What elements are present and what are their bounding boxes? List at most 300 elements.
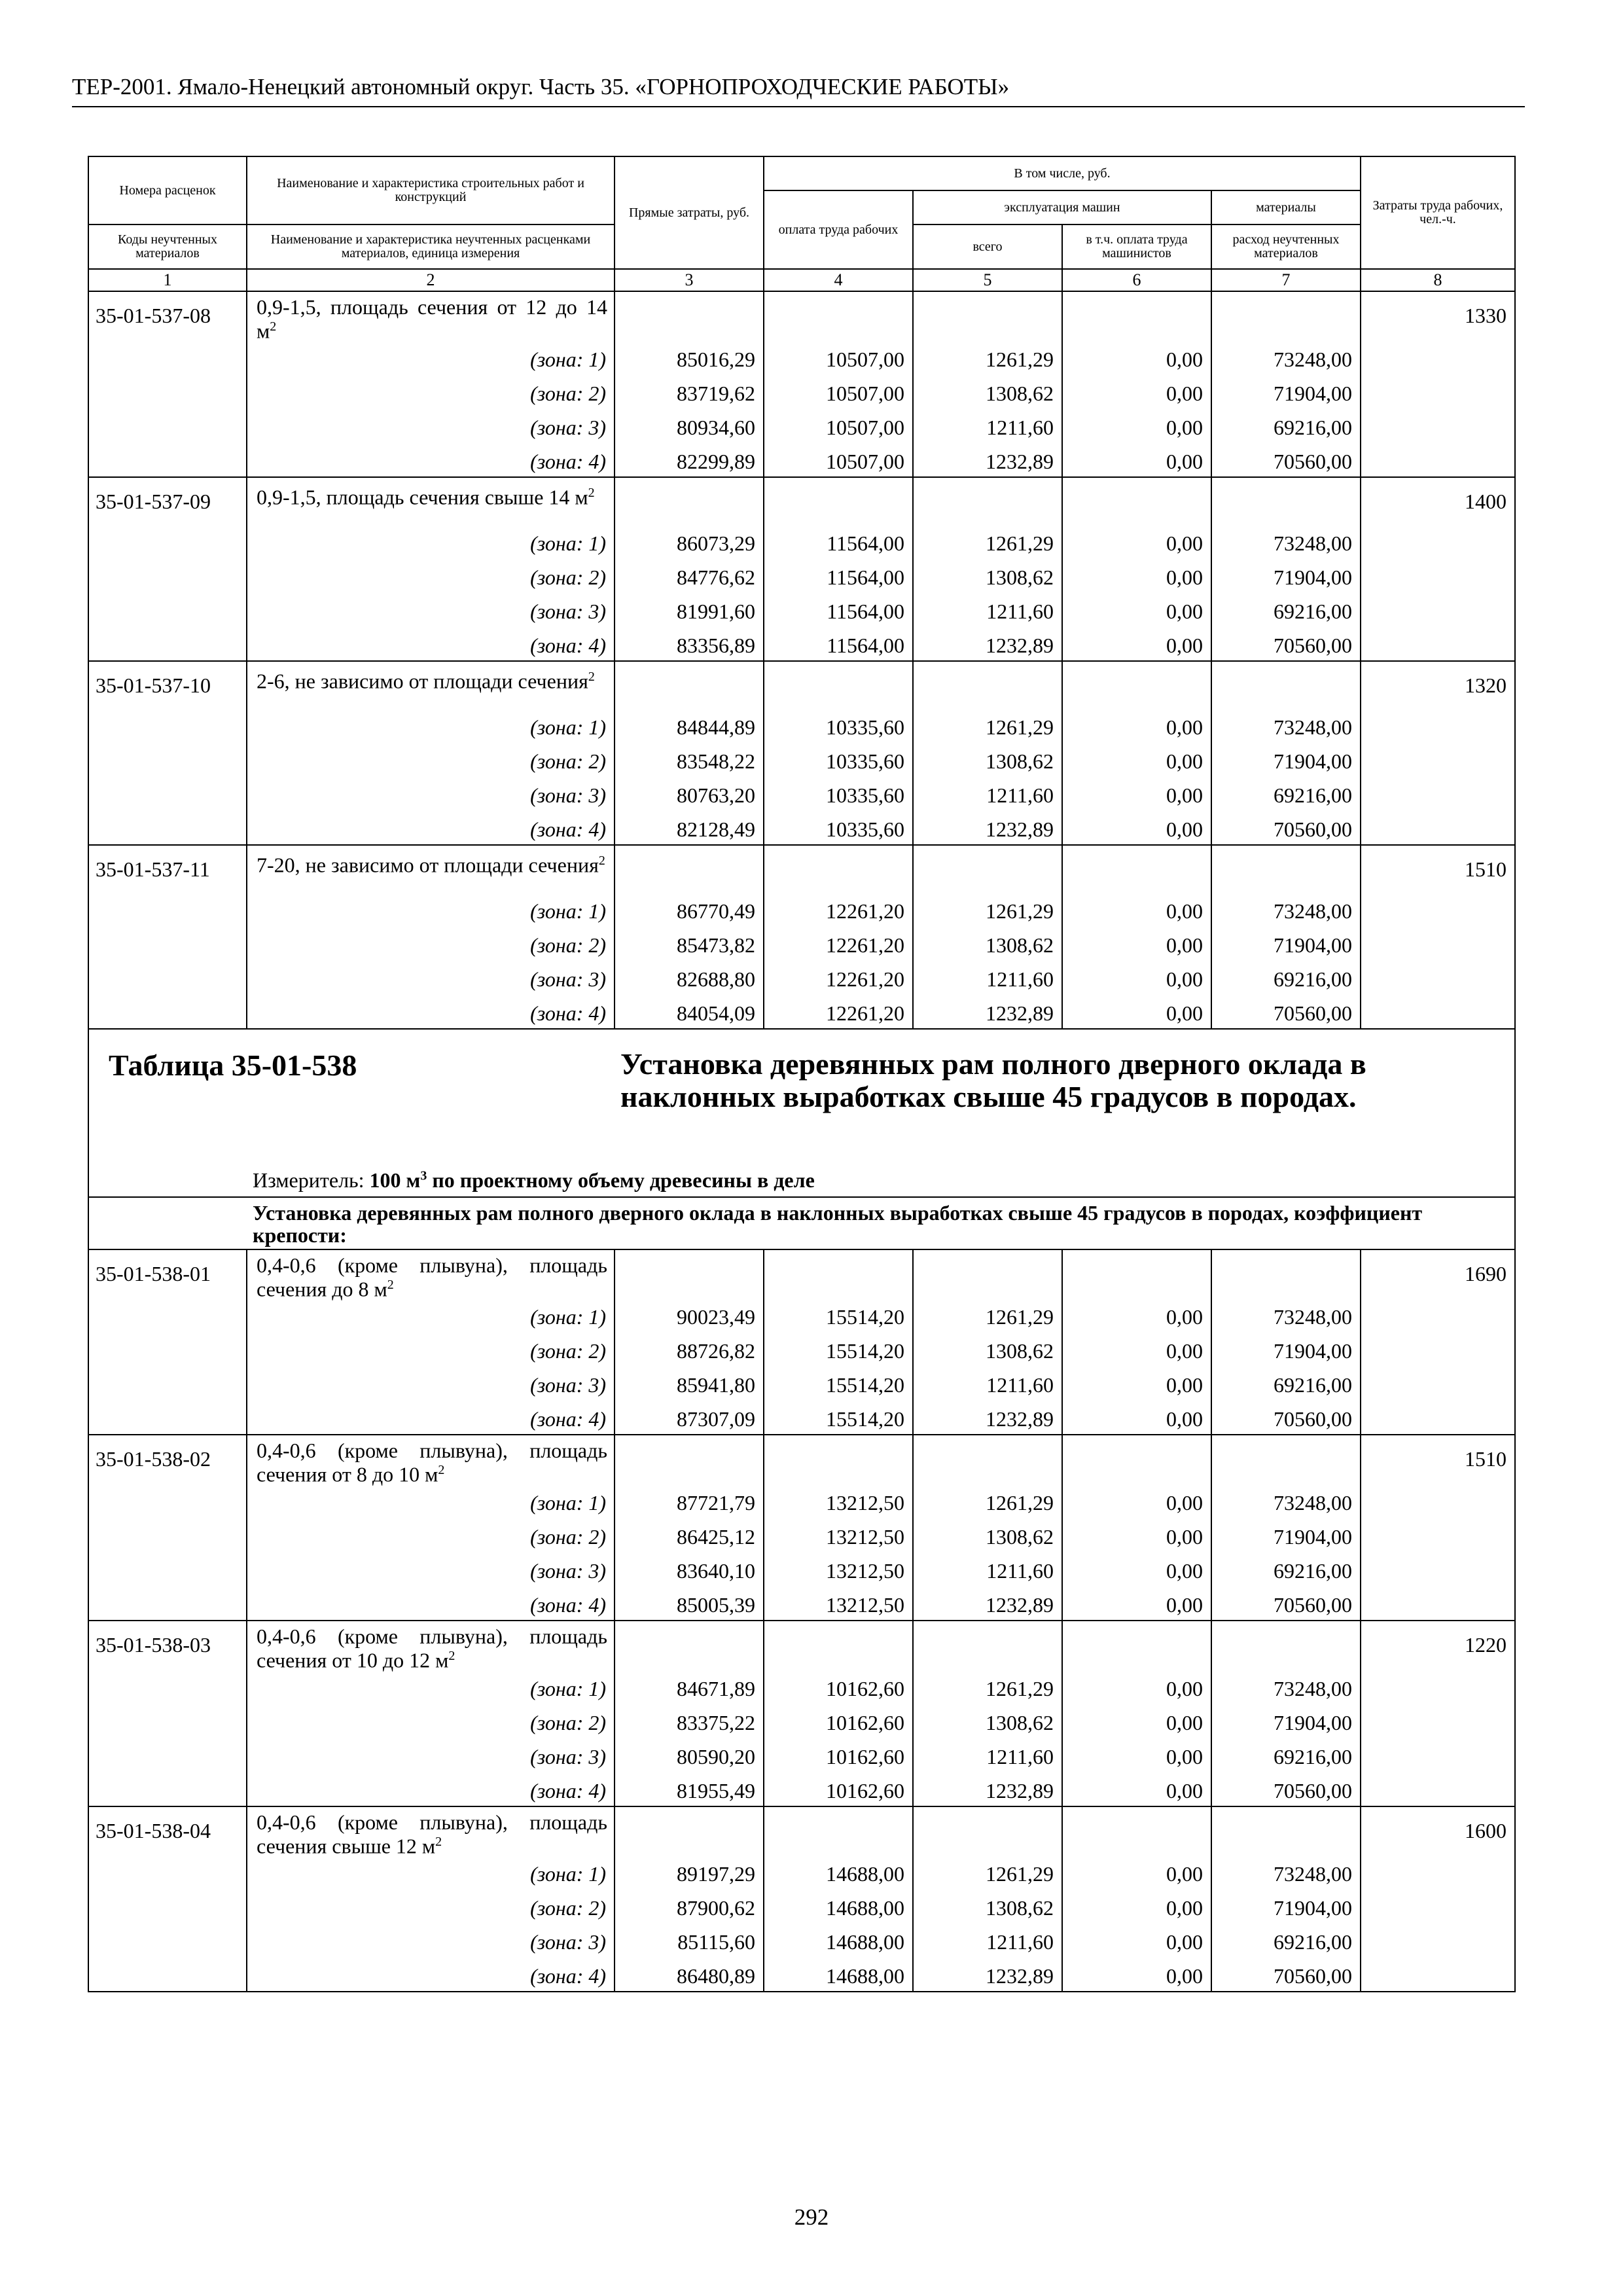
zone-row — [88, 1367, 1515, 1401]
rate-name: 0,4-0,6 (кроме плывуна), площадь сечения от 10 до 12 м — [257, 1624, 607, 1672]
empty-cell — [1211, 1621, 1361, 1670]
empty-cell — [88, 1401, 247, 1435]
empty-cell — [913, 845, 1062, 893]
machinist-pay: 0,00 — [1062, 1587, 1211, 1621]
machines-total: 1211,60 — [913, 1924, 1062, 1958]
empty-cell — [88, 777, 247, 811]
materials-cost: 70560,00 — [1211, 627, 1361, 661]
materials-cost: 71904,00 — [1211, 559, 1361, 593]
empty-cell — [764, 1621, 913, 1670]
empty-cell — [1211, 1249, 1361, 1299]
zone-label: (зона: 1) — [247, 1670, 615, 1704]
col-header-worker-pay: оплата труда рабочих — [764, 190, 913, 269]
machines-total: 1232,89 — [913, 1772, 1062, 1806]
zone-label: (зона: 3) — [247, 961, 615, 995]
zone-label: (зона: 4) — [247, 995, 615, 1029]
empty-cell — [764, 1249, 913, 1299]
col-number: 4 — [764, 269, 913, 291]
direct-costs: 80763,20 — [615, 777, 764, 811]
materials-cost: 70560,00 — [1211, 1401, 1361, 1435]
rate-name-cell — [247, 845, 615, 893]
zone-label: (зона: 4) — [247, 1958, 615, 1992]
machinist-pay: 0,00 — [1062, 777, 1211, 811]
zone-row — [88, 525, 1515, 559]
zone-label: (зона: 1) — [247, 1484, 615, 1518]
empty-cell — [1361, 409, 1515, 443]
machines-total: 1261,29 — [913, 1299, 1062, 1333]
machinist-pay: 0,00 — [1062, 559, 1211, 593]
zone-row — [88, 1738, 1515, 1772]
materials-cost: 69216,00 — [1211, 777, 1361, 811]
machines-total: 1232,89 — [913, 995, 1062, 1029]
table-body-537 — [88, 291, 1515, 1029]
col-number: 2 — [247, 269, 615, 291]
materials-cost: 73248,00 — [1211, 1670, 1361, 1704]
empty-cell — [1361, 893, 1515, 927]
zone-row — [88, 1924, 1515, 1958]
materials-cost: 73248,00 — [1211, 1299, 1361, 1333]
rate-name: 0,4-0,6 (кроме плывуна), площадь сечения от 8 до 10 м — [257, 1439, 607, 1486]
zone-row — [88, 1958, 1515, 1992]
machinist-pay: 0,00 — [1062, 811, 1211, 845]
rate-name-cell — [247, 1806, 615, 1856]
col-number: 3 — [615, 269, 764, 291]
zone-row — [88, 1670, 1515, 1704]
zone-row — [88, 709, 1515, 743]
worker-pay: 10507,00 — [764, 443, 913, 477]
machines-total: 1308,62 — [913, 1518, 1062, 1552]
machinist-pay: 0,00 — [1062, 1738, 1211, 1772]
machinist-pay: 0,00 — [1062, 409, 1211, 443]
machinist-pay: 0,00 — [1062, 1670, 1211, 1704]
rate-name: 0,4-0,6 (кроме плывуна), площадь сечения свыше 12 м — [257, 1810, 607, 1858]
direct-costs: 85115,60 — [615, 1924, 764, 1958]
machinist-pay: 0,00 — [1062, 1401, 1211, 1435]
empty-cell — [1211, 291, 1361, 341]
zone-label: (зона: 3) — [247, 593, 615, 627]
direct-costs: 83719,62 — [615, 375, 764, 409]
materials-cost: 73248,00 — [1211, 1856, 1361, 1890]
zone-label: (зона: 4) — [247, 1587, 615, 1621]
empty-cell — [88, 893, 247, 927]
machines-total: 1261,29 — [913, 1856, 1062, 1890]
labor-costs: 1400 — [1361, 477, 1515, 525]
labor-costs: 1330 — [1361, 291, 1515, 341]
empty-cell — [615, 661, 764, 709]
machinist-pay: 0,00 — [1062, 627, 1211, 661]
empty-cell — [615, 845, 764, 893]
empty-cell — [1361, 1552, 1515, 1587]
machinist-pay: 0,00 — [1062, 1856, 1211, 1890]
direct-costs: 83640,10 — [615, 1552, 764, 1587]
superscript: 2 — [448, 1648, 455, 1663]
empty-cell — [88, 409, 247, 443]
superscript: 2 — [435, 1834, 442, 1849]
direct-costs: 80590,20 — [615, 1738, 764, 1772]
empty-cell — [88, 1552, 247, 1587]
empty-cell — [1361, 743, 1515, 777]
zone-label: (зона: 3) — [247, 777, 615, 811]
direct-costs: 87307,09 — [615, 1401, 764, 1435]
section-title: Установка деревянных рам полного дверного оклада в наклонных выработках свыше 45 градусов в породах, коэффициент крепости: — [88, 1197, 1515, 1249]
rate-row — [88, 845, 1515, 893]
materials-cost: 70560,00 — [1211, 1772, 1361, 1806]
empty-cell — [88, 1587, 247, 1621]
worker-pay: 10162,60 — [764, 1704, 913, 1738]
worker-pay: 10162,60 — [764, 1670, 913, 1704]
table-title: Установка деревянных рам полного дверного оклада в наклонных выработках свыше 45 градусов в породах. — [620, 1047, 1366, 1113]
col-header-machinist-pay: в т.ч. оплата труда машинистов — [1062, 224, 1211, 269]
machines-total: 1261,29 — [913, 1670, 1062, 1704]
rate-row — [88, 1621, 1515, 1670]
empty-cell — [88, 1670, 247, 1704]
direct-costs: 81955,49 — [615, 1772, 764, 1806]
measure-prefix: Измеритель: — [253, 1168, 365, 1192]
zone-label: (зона: 2) — [247, 743, 615, 777]
worker-pay: 12261,20 — [764, 927, 913, 961]
rate-name-cell — [247, 1249, 615, 1299]
empty-cell — [88, 1890, 247, 1924]
machines-total: 1308,62 — [913, 375, 1062, 409]
direct-costs: 81991,60 — [615, 593, 764, 627]
materials-cost: 71904,00 — [1211, 1704, 1361, 1738]
machines-total: 1232,89 — [913, 627, 1062, 661]
empty-cell — [1361, 1367, 1515, 1401]
machinist-pay: 0,00 — [1062, 593, 1211, 627]
materials-cost: 69216,00 — [1211, 593, 1361, 627]
zone-row — [88, 811, 1515, 845]
empty-cell — [1062, 291, 1211, 341]
running-header: ТЕР-2001. Ямало-Ненецкий автономный округ. Часть 35. «ГОРНОПРОХОДЧЕСКИЕ РАБОТЫ» — [72, 74, 1010, 99]
empty-cell — [88, 1704, 247, 1738]
zone-label: (зона: 1) — [247, 525, 615, 559]
worker-pay: 10335,60 — [764, 811, 913, 845]
worker-pay: 11564,00 — [764, 559, 913, 593]
machines-total: 1308,62 — [913, 743, 1062, 777]
empty-cell — [913, 1435, 1062, 1484]
worker-pay: 15514,20 — [764, 1401, 913, 1435]
rate-code: 35-01-538-02 — [88, 1435, 247, 1484]
zone-row — [88, 1772, 1515, 1806]
empty-cell — [88, 559, 247, 593]
superscript: 2 — [438, 1463, 445, 1478]
zone-label: (зона: 1) — [247, 893, 615, 927]
empty-cell — [913, 1806, 1062, 1856]
worker-pay: 13212,50 — [764, 1587, 913, 1621]
direct-costs: 88726,82 — [615, 1333, 764, 1367]
rate-row — [88, 1435, 1515, 1484]
machines-total: 1232,89 — [913, 1401, 1062, 1435]
zone-label: (зона: 2) — [247, 1518, 615, 1552]
zone-label: (зона: 3) — [247, 409, 615, 443]
zone-row — [88, 375, 1515, 409]
zone-row — [88, 927, 1515, 961]
worker-pay: 12261,20 — [764, 961, 913, 995]
empty-cell — [88, 1367, 247, 1401]
zone-label: (зона: 4) — [247, 443, 615, 477]
machinist-pay: 0,00 — [1062, 995, 1211, 1029]
worker-pay: 10162,60 — [764, 1772, 913, 1806]
rate-code: 35-01-537-08 — [88, 291, 247, 341]
zone-label: (зона: 2) — [247, 375, 615, 409]
empty-cell — [764, 1435, 913, 1484]
measure-unit — [253, 1168, 815, 1193]
col-header-work-name: Наименование и характеристика строительных работ и конструкций — [247, 156, 615, 224]
col-header-rate-number: Номера расценок — [88, 156, 247, 224]
zone-row — [88, 1484, 1515, 1518]
direct-costs: 86425,12 — [615, 1518, 764, 1552]
direct-costs: 84671,89 — [615, 1670, 764, 1704]
empty-cell — [764, 661, 913, 709]
empty-cell — [1361, 777, 1515, 811]
machines-total: 1211,60 — [913, 593, 1062, 627]
zone-row — [88, 893, 1515, 927]
zone-label: (зона: 2) — [247, 559, 615, 593]
rate-name: 2-6, не зависимо от площади сечения — [257, 669, 588, 693]
empty-cell — [1211, 845, 1361, 893]
table-number: Таблица 35-01-538 — [109, 1048, 357, 1082]
materials-cost: 70560,00 — [1211, 1587, 1361, 1621]
worker-pay: 14688,00 — [764, 1856, 913, 1890]
empty-cell — [1361, 1738, 1515, 1772]
zone-label: (зона: 4) — [247, 811, 615, 845]
superscript: 2 — [387, 1277, 394, 1292]
materials-cost: 69216,00 — [1211, 961, 1361, 995]
empty-cell — [1211, 477, 1361, 525]
machinist-pay: 0,00 — [1062, 375, 1211, 409]
worker-pay: 10335,60 — [764, 709, 913, 743]
materials-cost: 69216,00 — [1211, 409, 1361, 443]
rate-code: 35-01-537-11 — [88, 845, 247, 893]
rate-row — [88, 291, 1515, 341]
col-number: 7 — [1211, 269, 1361, 291]
direct-costs: 87900,62 — [615, 1890, 764, 1924]
empty-cell — [1361, 525, 1515, 559]
machines-total: 1232,89 — [913, 443, 1062, 477]
zone-row — [88, 1856, 1515, 1890]
empty-cell — [88, 743, 247, 777]
empty-cell — [88, 811, 247, 845]
zone-label: (зона: 1) — [247, 1856, 615, 1890]
materials-cost: 69216,00 — [1211, 1738, 1361, 1772]
labor-costs: 1690 — [1361, 1249, 1515, 1299]
rate-name: 7-20, не зависимо от площади сечения — [257, 853, 599, 877]
empty-cell — [88, 961, 247, 995]
empty-cell — [913, 291, 1062, 341]
empty-cell — [88, 995, 247, 1029]
labor-costs: 1510 — [1361, 1435, 1515, 1484]
empty-cell — [1361, 995, 1515, 1029]
zone-row — [88, 1552, 1515, 1587]
direct-costs: 86770,49 — [615, 893, 764, 927]
materials-cost: 71904,00 — [1211, 1333, 1361, 1367]
rate-name: 0,9-1,5, площадь сечения свыше 14 м — [257, 485, 588, 509]
machinist-pay: 0,00 — [1062, 525, 1211, 559]
zone-label: (зона: 1) — [247, 1299, 615, 1333]
col-number: 8 — [1361, 269, 1515, 291]
zone-label: (зона: 4) — [247, 1772, 615, 1806]
empty-cell — [1062, 1249, 1211, 1299]
empty-cell — [1361, 627, 1515, 661]
empty-cell — [88, 1924, 247, 1958]
machines-total: 1261,29 — [913, 525, 1062, 559]
rate-row — [88, 1249, 1515, 1299]
empty-cell — [615, 291, 764, 341]
machinist-pay: 0,00 — [1062, 1772, 1211, 1806]
zone-label: (зона: 3) — [247, 1924, 615, 1958]
col-header-machines-total: всего — [913, 224, 1062, 269]
worker-pay: 15514,20 — [764, 1367, 913, 1401]
machinist-pay: 0,00 — [1062, 1367, 1211, 1401]
col-header-material-codes: Коды неучтенных материалов — [88, 224, 247, 269]
empty-cell — [615, 1806, 764, 1856]
empty-cell — [88, 709, 247, 743]
direct-costs: 83548,22 — [615, 743, 764, 777]
worker-pay: 10507,00 — [764, 375, 913, 409]
machinist-pay: 0,00 — [1062, 443, 1211, 477]
empty-cell — [1361, 961, 1515, 995]
measure-suffix: по проектному объему древесины в деле — [432, 1168, 815, 1192]
col-number: 6 — [1062, 269, 1211, 291]
zone-label: (зона: 2) — [247, 1890, 615, 1924]
materials-cost: 70560,00 — [1211, 443, 1361, 477]
direct-costs: 84844,89 — [615, 709, 764, 743]
zone-row — [88, 995, 1515, 1029]
empty-cell — [764, 845, 913, 893]
empty-cell — [764, 291, 913, 341]
zone-row — [88, 1587, 1515, 1621]
zone-row — [88, 593, 1515, 627]
zone-row — [88, 559, 1515, 593]
labor-costs: 1320 — [1361, 661, 1515, 709]
empty-cell — [1361, 1670, 1515, 1704]
empty-cell — [88, 525, 247, 559]
zone-row — [88, 409, 1515, 443]
worker-pay: 11564,00 — [764, 525, 913, 559]
rate-row — [88, 661, 1515, 709]
materials-cost: 71904,00 — [1211, 1890, 1361, 1924]
machines-total: 1232,89 — [913, 811, 1062, 845]
machinist-pay: 0,00 — [1062, 961, 1211, 995]
rate-name: 0,9-1,5, площадь сечения от 12 до 14 м — [257, 295, 607, 343]
rate-name-cell — [247, 1435, 615, 1484]
worker-pay: 11564,00 — [764, 627, 913, 661]
materials-cost: 69216,00 — [1211, 1552, 1361, 1587]
empty-cell — [88, 341, 247, 375]
empty-cell — [615, 1621, 764, 1670]
machines-total: 1261,29 — [913, 341, 1062, 375]
machines-total: 1232,89 — [913, 1958, 1062, 1992]
empty-cell — [88, 1772, 247, 1806]
materials-cost: 73248,00 — [1211, 525, 1361, 559]
worker-pay: 13212,50 — [764, 1484, 913, 1518]
header-rule — [72, 106, 1525, 107]
col-header-material-names: Наименование и характеристика неучтенных расценками материалов, единица измерения — [247, 224, 615, 269]
empty-cell — [615, 1249, 764, 1299]
materials-cost: 71904,00 — [1211, 927, 1361, 961]
empty-cell — [1361, 811, 1515, 845]
machinist-pay: 0,00 — [1062, 341, 1211, 375]
empty-cell — [1361, 1856, 1515, 1890]
empty-cell — [1211, 661, 1361, 709]
empty-cell — [1062, 1806, 1211, 1856]
zone-label: (зона: 3) — [247, 1738, 615, 1772]
col-header-labor-costs: Затраты труда рабочих, чел.-ч. — [1361, 156, 1515, 269]
direct-costs: 82128,49 — [615, 811, 764, 845]
worker-pay: 14688,00 — [764, 1924, 913, 1958]
materials-cost: 69216,00 — [1211, 1367, 1361, 1401]
machinist-pay: 0,00 — [1062, 743, 1211, 777]
empty-cell — [913, 477, 1062, 525]
direct-costs: 83375,22 — [615, 1704, 764, 1738]
materials-cost: 70560,00 — [1211, 995, 1361, 1029]
zone-label: (зона: 1) — [247, 341, 615, 375]
measure-superscript: 3 — [420, 1168, 427, 1183]
materials-cost: 70560,00 — [1211, 1958, 1361, 1992]
direct-costs: 86073,29 — [615, 525, 764, 559]
worker-pay: 10507,00 — [764, 341, 913, 375]
empty-cell — [1361, 1704, 1515, 1738]
col-number: 1 — [88, 269, 247, 291]
zone-row — [88, 743, 1515, 777]
zone-label: (зона: 4) — [247, 627, 615, 661]
worker-pay: 14688,00 — [764, 1958, 913, 1992]
materials-cost: 71904,00 — [1211, 1518, 1361, 1552]
empty-cell — [615, 1435, 764, 1484]
worker-pay: 15514,20 — [764, 1333, 913, 1367]
machines-total: 1232,89 — [913, 1587, 1062, 1621]
column-numbers-row — [88, 269, 1515, 291]
direct-costs: 85005,39 — [615, 1587, 764, 1621]
empty-cell — [1361, 1587, 1515, 1621]
machinist-pay: 0,00 — [1062, 709, 1211, 743]
machines-total: 1308,62 — [913, 559, 1062, 593]
measure-value: 100 м — [369, 1168, 421, 1192]
col-header-direct-costs: Прямые затраты, руб. — [615, 156, 764, 269]
machines-total: 1211,60 — [913, 777, 1062, 811]
machinist-pay: 0,00 — [1062, 893, 1211, 927]
direct-costs: 84054,09 — [615, 995, 764, 1029]
empty-cell — [88, 1958, 247, 1992]
machinist-pay: 0,00 — [1062, 1552, 1211, 1587]
superscript: 2 — [588, 485, 595, 500]
machinist-pay: 0,00 — [1062, 1704, 1211, 1738]
machines-total: 1308,62 — [913, 1890, 1062, 1924]
empty-cell — [88, 1518, 247, 1552]
worker-pay: 13212,50 — [764, 1552, 913, 1587]
materials-cost: 70560,00 — [1211, 811, 1361, 845]
zone-row — [88, 1299, 1515, 1333]
empty-cell — [1062, 1621, 1211, 1670]
zone-row — [88, 341, 1515, 375]
zone-row — [88, 1890, 1515, 1924]
rate-code: 35-01-538-03 — [88, 1621, 247, 1670]
zone-label: (зона: 3) — [247, 1552, 615, 1587]
worker-pay: 10162,60 — [764, 1738, 913, 1772]
worker-pay: 13212,50 — [764, 1518, 913, 1552]
materials-cost: 73248,00 — [1211, 893, 1361, 927]
empty-cell — [88, 927, 247, 961]
empty-cell — [913, 1249, 1062, 1299]
worker-pay: 12261,20 — [764, 995, 913, 1029]
empty-cell — [88, 593, 247, 627]
direct-costs: 85473,82 — [615, 927, 764, 961]
empty-cell — [1361, 1299, 1515, 1333]
worker-pay: 10335,60 — [764, 777, 913, 811]
zone-label: (зона: 2) — [247, 1704, 615, 1738]
machinist-pay: 0,00 — [1062, 1890, 1211, 1924]
superscript: 2 — [598, 853, 605, 868]
